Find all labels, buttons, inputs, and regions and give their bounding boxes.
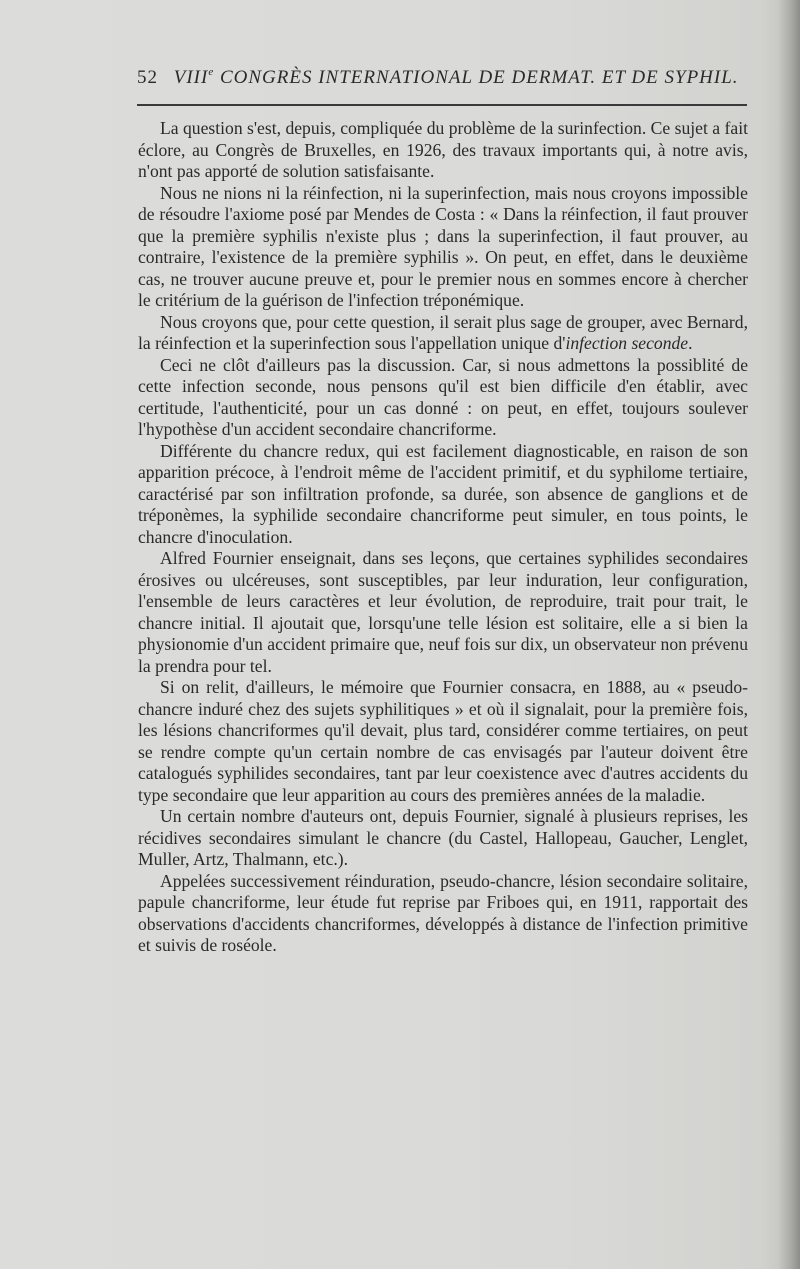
paragraph: Appelées successivement réinduration, pseudo-chancre, lésion secondaire solitaire, papule chancriforme, leur étude fut reprise par Friboes qui, en 1911, rapportait des observations d'accidents chancriformes, développés à distance de l'infection primitive et suivis de roséole. — [138, 870, 748, 955]
paragraph: Différente du chancre redux, qui est facilement diagnosticable, en raison de son apparition précoce, à l'endroit même de l'accident primitif, et du syphilome tertiaire, caractérisé par son infiltration profonde, sa durée, son absence de ganglions et de tréponèmes, la syphilide secondaire chancriforme peut simuler, en tous points, le chancre d'inoculation. — [138, 440, 748, 547]
emphasis-text: infection seconde — [565, 333, 689, 353]
page-number: 52 — [137, 67, 158, 88]
paragraph-text: Nous croyons que, pour cette question, il serait plus sage de grouper, avec Bernard, la réinfection et la superinfection sous l'appellation unique d' — [138, 311, 748, 353]
paragraph: Si on relit, d'ailleurs, le mémoire que Fournier consacra, en 1888, au « pseudo-chancre induré chez des sujets syphilitiques » et où il signalait, pour la première fois, les lésions chancriformes qu'il devait, plus tard, considérer comme tertiaires, on peut se rendre compte qu'un certain nombre de cas envisagés par l'auteur doivent être catalogués syphilides secondaires, tant par leur coexistence avec d'autres accidents du type secondaire que leur apparition au cours des premières années de la maladie. — [138, 677, 748, 805]
paragraph: Alfred Fournier enseignait, dans ses leçons, que certaines syphilides secondaires érosives ou ulcéreuses, sont susceptibles, par leur induration, leur configuration, l'ensemble de leurs caractères et leur évolution, de reproduire, trait pour trait, le chancre initial. Il ajoutait que, lorsqu'une telle lésion est solitaire, elle a si bien la physionomie d'un accident primaire que, neuf fois sur dix, un observateur non prévenu la prendra pour tel. — [138, 548, 748, 676]
paragraph: Ceci ne clôt d'ailleurs pas la discussion. Car, si nous admettons la possiblité de cette infection seconde, nous pensons qu'il est bien difficile d'en établir, avec certitude, l'authenticité, pour un cas donné : on peut, en effet, toujours soulever l'hypothèse d'un accident secondaire chancriforme. — [138, 354, 748, 439]
body-text — [138, 118, 748, 957]
paragraph — [138, 312, 748, 355]
paragraph: Un certain nombre d'auteurs ont, depuis Fournier, signalé à plusieurs reprises, les récidives secondaires simulant le chancre (du Castel, Hallopeau, Gaucher, Lenglet, Muller, Artz, Thalmann, etc.). — [138, 806, 748, 869]
header-rule — [137, 104, 747, 106]
running-header — [137, 66, 747, 96]
title-rest: CONGRÈS INTERNATIONAL DE DERMAT. ET DE SYPHIL. — [214, 67, 739, 88]
running-title — [174, 67, 739, 88]
paragraph-text: . — [688, 333, 693, 353]
paragraph: Nous ne nions ni la réinfection, ni la superinfection, mais nous croyons impossible de résoudre l'axiome posé par Mendes de Costa : « Dans la réinfection, il faut prouver que la première syphilis n'existe plus ; dans la superinfection, il faut prouver, au contraire, l'existence de la première syphilis ». On peut, en effet, dans le deuxième cas, ne trouver aucune preuve et, pour le premier nous en sommes encore à chercher le critérium de la guérison de l'infection tréponémique. — [138, 182, 748, 310]
title-prefix: VIII — [173, 67, 209, 88]
title-superscript: e — [208, 66, 215, 78]
paragraph: La question s'est, depuis, compliquée du problème de la surinfection. Ce sujet a fait éclore, au Congrès de Bruxelles, en 1926, des travaux importants qui, à notre avis, n'ont pas apporté de solution satisfaisante. — [138, 118, 748, 181]
page-edge-shadow — [778, 0, 800, 1269]
